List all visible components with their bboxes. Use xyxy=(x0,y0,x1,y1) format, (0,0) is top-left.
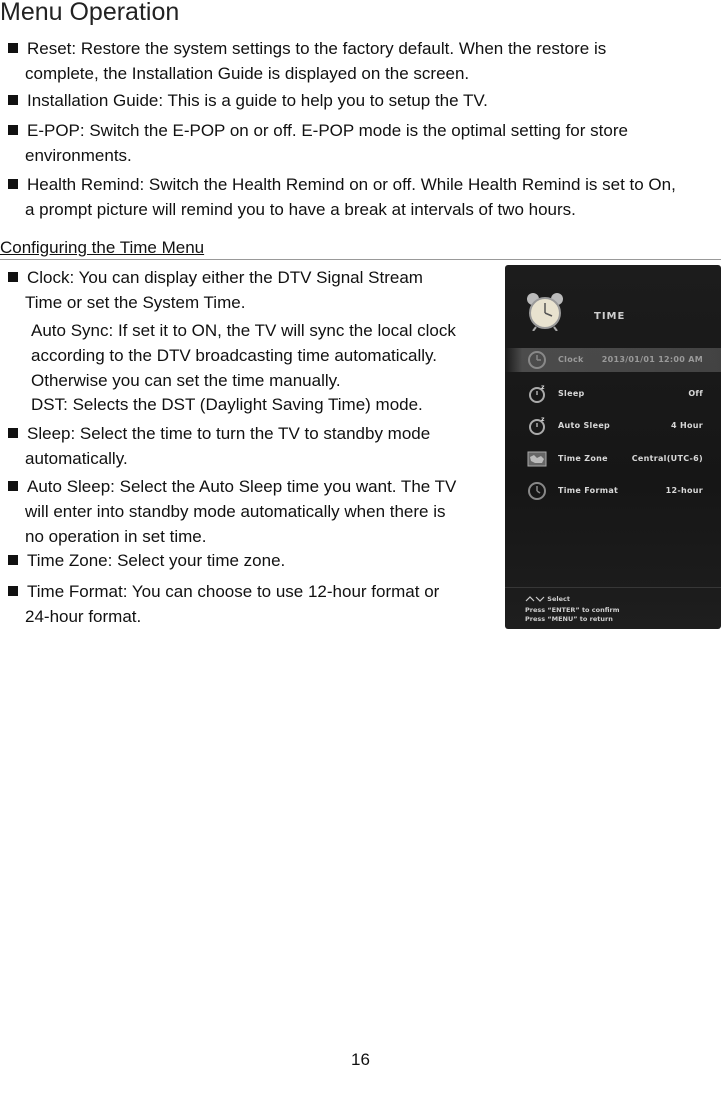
tv-row-label: Time Zone xyxy=(558,454,608,463)
bullet-square xyxy=(8,125,18,135)
bullet-square xyxy=(8,43,18,53)
bullet-text: This is a guide to help you to setup the TV. xyxy=(163,91,488,110)
bullet-keyword: Time Format: xyxy=(27,582,128,601)
map-icon xyxy=(527,449,547,469)
bullet-continuation: complete, the Installation Guide is displayed on the screen. xyxy=(25,64,470,83)
tv-menu-row-sleep[interactable] xyxy=(505,382,721,406)
bullet-square xyxy=(8,586,18,596)
bullet-square xyxy=(8,95,18,105)
bullet-continuation: automatically. xyxy=(25,449,128,468)
select-arrows-icon xyxy=(525,595,545,603)
auto-sync-line-1: If set it to ON, the TV will sync the local clock xyxy=(113,321,456,340)
bullet-text: Switch the Health Remind on or off. While Health Remind is set to On, xyxy=(144,175,676,194)
tv-row-value: 2013/01/01 12:00 AM xyxy=(601,355,703,364)
tv-row-value: Off xyxy=(688,389,703,398)
tv-footer-return: Press “MENU” to return xyxy=(525,615,613,623)
tv-menu-row-auto-sleep[interactable] xyxy=(505,414,721,438)
tv-footer-confirm: Press “ENTER” to confirm xyxy=(525,606,620,614)
auto-sync-line-2: according to the DTV broadcasting time automatically. xyxy=(31,346,437,365)
bullet-continuation: a prompt picture will remind you to have a break at intervals of two hours. xyxy=(25,200,576,219)
bullet-square xyxy=(8,481,18,491)
bullet-text: Switch the E-POP on or off. E-POP mode is the optimal setting for store xyxy=(84,121,628,140)
svg-text:z: z xyxy=(541,416,545,423)
section-heading-text: Configuring the Time Menu xyxy=(0,238,205,257)
clock-icon xyxy=(527,350,547,370)
bullet-keyword: Sleep: xyxy=(27,424,76,443)
bullet-continuation: Time or set the System Time. xyxy=(25,293,246,312)
section-heading xyxy=(0,237,721,260)
time-format-icon xyxy=(527,481,547,501)
alarm-clock-icon xyxy=(525,291,565,331)
tv-row-label: Sleep xyxy=(558,389,585,398)
bullet-keyword: Reset: xyxy=(27,39,77,58)
bullet-continuation: no operation in set time. xyxy=(25,527,207,546)
tv-menu-row-time-zone[interactable] xyxy=(505,447,721,471)
tv-row-value: 4 Hour xyxy=(671,421,703,430)
auto-sync-item xyxy=(31,318,456,393)
bullet-square xyxy=(8,555,18,565)
bullet-keyword: E-POP: xyxy=(27,121,85,140)
bullet-keyword: Installation Guide: xyxy=(27,91,164,110)
bullet-keyword: Clock: xyxy=(27,268,75,287)
dst-item xyxy=(31,392,423,417)
bullet-text: Restore the system settings to the factory default. When the restore is xyxy=(76,39,607,58)
tv-menu-divider xyxy=(505,587,721,588)
sleep-icon xyxy=(527,384,547,404)
dst-text: Selects the DST (Daylight Saving Time) mode. xyxy=(67,395,423,414)
tv-row-value: Central(UTC-6) xyxy=(631,454,703,463)
bullet-text: Select the Auto Sleep time you want. The TV xyxy=(114,477,457,496)
tv-row-label: Time Format xyxy=(558,486,619,495)
page-title: Menu Operation xyxy=(0,0,180,26)
auto-sync-keyword: Auto Sync: xyxy=(31,321,114,340)
bullet-continuation: will enter into standby mode automatically when there is xyxy=(25,502,446,521)
bullet-square xyxy=(8,428,18,438)
tv-menu-row-clock[interactable] xyxy=(505,348,721,372)
tv-footer-select-text: Select xyxy=(547,595,570,603)
bullet-text: You can display either the DTV Signal Stream xyxy=(74,268,423,287)
bullet-square xyxy=(8,179,18,189)
bullet-keyword: Auto Sleep: xyxy=(27,477,115,496)
tv-footer-select xyxy=(525,595,570,604)
tv-row-value: 12-hour xyxy=(665,486,703,495)
tv-menu-title: TIME xyxy=(594,311,626,322)
tv-row-label: Clock xyxy=(558,355,584,364)
tv-row-label: Auto Sleep xyxy=(558,421,611,430)
bullet-keyword: Health Remind: xyxy=(27,175,145,194)
svg-text:z: z xyxy=(541,384,545,391)
bullet-text: Select the time to turn the TV to standby mode xyxy=(75,424,431,443)
bullet-text: Select your time zone. xyxy=(112,551,286,570)
tv-menu-row-time-format[interactable] xyxy=(505,479,721,503)
bullet-continuation: environments. xyxy=(25,146,132,165)
auto-sleep-icon xyxy=(527,416,547,436)
page-number: 16 xyxy=(351,1050,370,1069)
auto-sync-line-3: Otherwise you can set the time manually. xyxy=(31,371,341,390)
bullet-continuation: 24-hour format. xyxy=(25,607,142,626)
tv-time-menu xyxy=(505,265,721,629)
bullet-keyword: Time Zone: xyxy=(27,551,113,570)
dst-keyword: DST: xyxy=(31,395,68,414)
bullet-square xyxy=(8,272,18,282)
bullet-text: You can choose to use 12-hour format or xyxy=(127,582,440,601)
